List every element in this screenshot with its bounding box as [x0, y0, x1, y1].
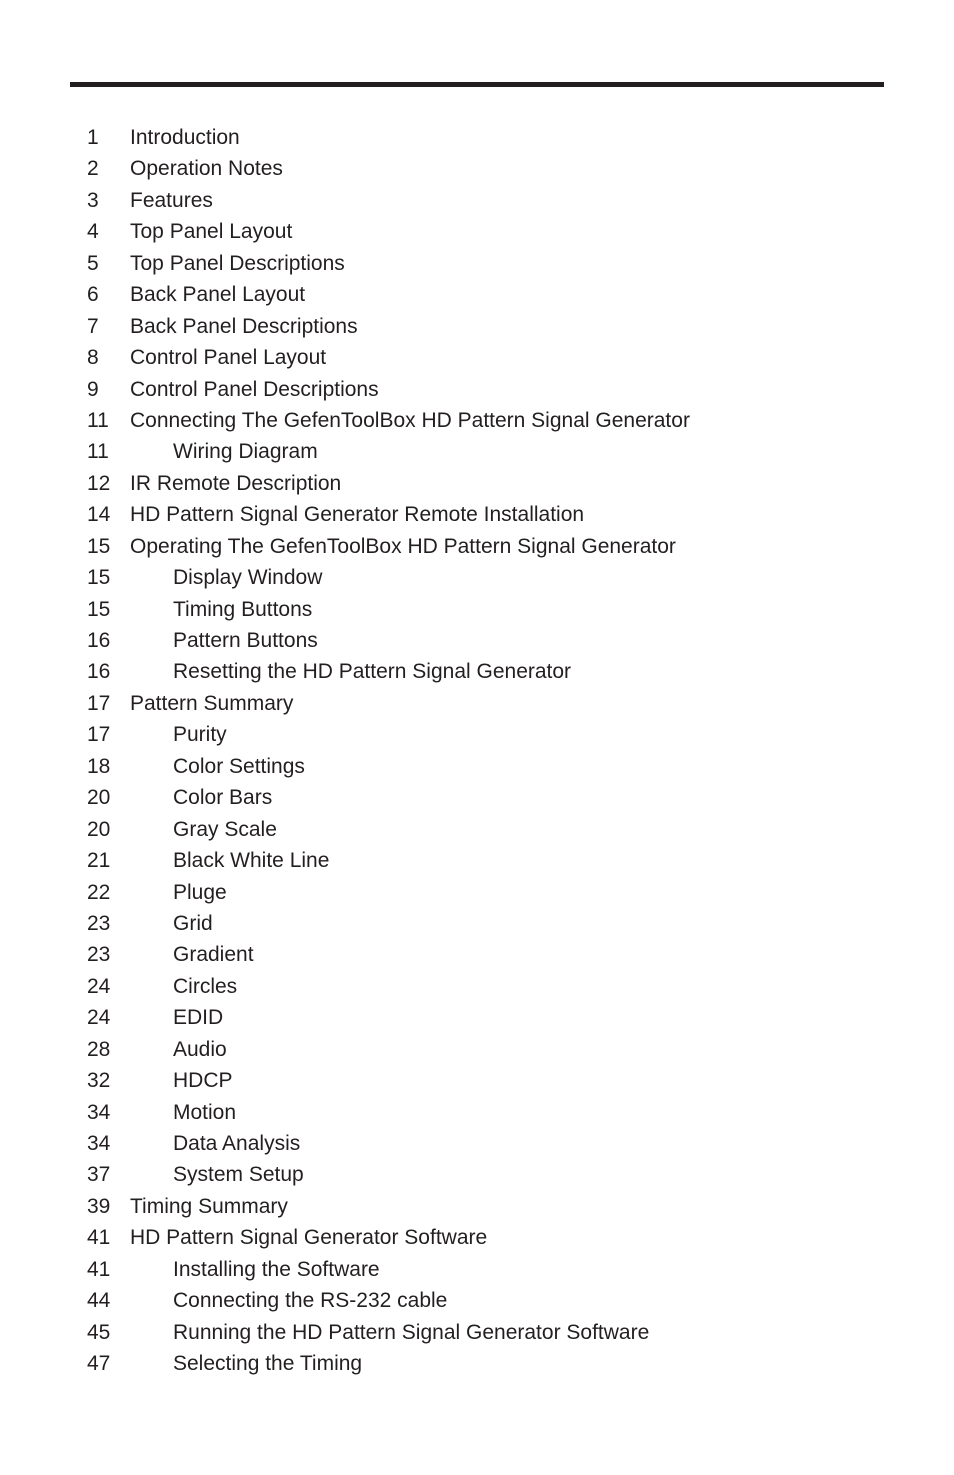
toc-entry-title: Timing Summary	[130, 1194, 288, 1218]
toc-entry	[87, 279, 887, 310]
toc-entry	[87, 562, 887, 593]
toc-entry-title: Back Panel Layout	[130, 283, 306, 307]
toc-entry-title: Motion	[173, 1100, 237, 1124]
toc-entry-title: Installing the Software	[173, 1257, 380, 1281]
toc-page-number: 17	[87, 691, 111, 715]
toc-page-number: 16	[87, 629, 111, 652]
toc-entry	[87, 688, 887, 719]
toc-entry-title: Selecting the Timing	[173, 1352, 363, 1376]
toc-entry-title: Features	[130, 188, 213, 212]
toc-page-number: 1	[87, 126, 99, 149]
toc-page-number: 4	[87, 220, 99, 244]
toc-entry-title: EDID	[173, 1006, 224, 1030]
toc-page-number: 32	[87, 1069, 111, 1093]
toc-page-number: 9	[87, 377, 99, 401]
toc-page-number: 3	[87, 188, 99, 212]
toc-entry-title: Connecting The GefenToolBox HD Pattern Signal Generator	[130, 408, 690, 432]
toc-page-number: 23	[87, 911, 111, 935]
toc-page-number: 11	[87, 440, 109, 464]
toc-entry-title: Grid	[173, 911, 213, 935]
toc-entry	[87, 1159, 887, 1190]
toc-page-number: 15	[87, 566, 111, 590]
toc-entry	[87, 436, 887, 467]
toc-page-number: 20	[87, 786, 111, 810]
toc-entry	[87, 625, 887, 656]
toc-entry-title: HD Pattern Signal Generator Remote Installation	[130, 503, 585, 527]
toc-page-number: 15	[87, 597, 111, 621]
toc-entry	[87, 971, 887, 1002]
toc-page-number: 12	[87, 471, 111, 495]
toc-entry	[87, 719, 887, 750]
toc-entry	[87, 122, 887, 153]
toc-entry	[87, 1065, 887, 1096]
toc-entry-title: Purity	[173, 723, 227, 747]
toc-entry	[87, 1191, 887, 1222]
toc-entry-title: Gray Scale	[173, 817, 277, 841]
toc-page-number: 24	[87, 974, 111, 998]
toc-entry-title: Running the HD Pattern Signal Generator Software	[173, 1320, 650, 1344]
toc-page-number: 5	[87, 251, 99, 275]
toc-entry	[87, 656, 887, 687]
toc-page-number: 17	[87, 723, 111, 747]
toc-entry	[87, 939, 887, 970]
toc-entry	[87, 594, 887, 625]
toc-entry	[87, 153, 887, 184]
toc-entry-title: Resetting the HD Pattern Signal Generator	[173, 660, 572, 684]
toc-entry	[87, 374, 887, 405]
toc-entry-title: Display Window	[173, 566, 323, 590]
toc-page-number: 41	[87, 1226, 111, 1250]
toc-entry	[87, 1254, 887, 1285]
toc-entry-title: Gradient	[173, 943, 254, 967]
toc-page-number: 41	[87, 1257, 111, 1281]
toc-entry	[87, 1128, 887, 1159]
toc-page-number: 15	[87, 534, 111, 558]
toc-page-number: 7	[87, 314, 99, 338]
table-of-contents	[87, 122, 887, 1380]
toc-entry-title: Audio	[173, 1037, 227, 1061]
toc-entry	[87, 1034, 887, 1065]
toc-entry	[87, 1285, 887, 1316]
toc-entry	[87, 342, 887, 373]
toc-entry	[87, 185, 887, 216]
toc-page-number: 8	[87, 346, 99, 370]
toc-page-number: 22	[87, 880, 111, 904]
toc-page-number: 34	[87, 1100, 111, 1124]
toc-page-number: 37	[87, 1163, 111, 1187]
toc-entry	[87, 814, 887, 845]
toc-entry-title: Pattern Summary	[130, 691, 294, 715]
toc-page-number: 18	[87, 754, 111, 778]
toc-entry	[87, 751, 887, 782]
toc-page-number: 2	[87, 157, 99, 181]
toc-entry-title: Connecting the RS-232 cable	[173, 1289, 448, 1313]
toc-entry	[87, 531, 887, 562]
toc-entry	[87, 248, 887, 279]
toc-entry-title: System Setup	[173, 1163, 304, 1187]
toc-entry-title: Top Panel Descriptions	[130, 251, 345, 275]
toc-entry-title: Control Panel Descriptions	[130, 377, 379, 401]
toc-page-number: 24	[87, 1006, 111, 1030]
toc-entry	[87, 499, 887, 530]
toc-page-number: 34	[87, 1132, 111, 1155]
toc-entry-title: Operating The GefenToolBox HD Pattern Signal Generator	[130, 534, 676, 558]
toc-entry	[87, 877, 887, 908]
toc-entry-title: Control Panel Layout	[130, 346, 327, 370]
toc-entry-title: Operation Notes	[130, 157, 283, 181]
toc-entry	[87, 1222, 887, 1253]
toc-entry-title: Data Analysis	[173, 1132, 301, 1155]
toc-entry-title: Color Bars	[173, 786, 273, 810]
toc-page-number: 14	[87, 503, 111, 527]
toc-page-number: 39	[87, 1194, 111, 1218]
toc-page-number: 20	[87, 817, 111, 841]
toc-page-number: 6	[87, 283, 99, 307]
toc-page-number: 44	[87, 1289, 111, 1313]
toc-entry-title: Pluge	[173, 880, 227, 904]
toc-entry-title: Introduction	[130, 126, 240, 149]
toc-entry	[87, 1317, 887, 1348]
toc-entry	[87, 405, 887, 436]
toc-entry	[87, 1348, 887, 1379]
toc-entry-title: Back Panel Descriptions	[130, 314, 358, 338]
toc-entry-title: HDCP	[173, 1069, 233, 1093]
toc-entry-title: Black White Line	[173, 849, 330, 873]
toc-page-number: 47	[87, 1352, 111, 1376]
toc-entry	[87, 908, 887, 939]
toc-entry	[87, 311, 887, 342]
toc-entry-title: Pattern Buttons	[173, 629, 318, 652]
toc-entry	[87, 216, 887, 247]
toc-entry-title: Timing Buttons	[173, 597, 313, 621]
toc-page-number: 11	[87, 408, 109, 432]
toc-entry	[87, 845, 887, 876]
toc-entry-title: Wiring Diagram	[173, 440, 318, 464]
toc-entry	[87, 782, 887, 813]
toc-entry-title: Circles	[173, 974, 238, 998]
toc-page-number: 16	[87, 660, 111, 684]
toc-page-number: 23	[87, 943, 111, 967]
toc-entry	[87, 1002, 887, 1033]
header-rule	[70, 82, 884, 87]
toc-entry-title: HD Pattern Signal Generator Software	[130, 1226, 488, 1250]
toc-entry	[87, 468, 887, 499]
toc-page-number: 28	[87, 1037, 111, 1061]
toc-page-number: 45	[87, 1320, 111, 1344]
toc-entry-title: Top Panel Layout	[130, 220, 293, 244]
toc-entry-title: Color Settings	[173, 754, 305, 778]
toc-entry-title: IR Remote Description	[130, 471, 342, 495]
toc-page-number: 21	[87, 849, 111, 873]
toc-entry	[87, 1097, 887, 1128]
